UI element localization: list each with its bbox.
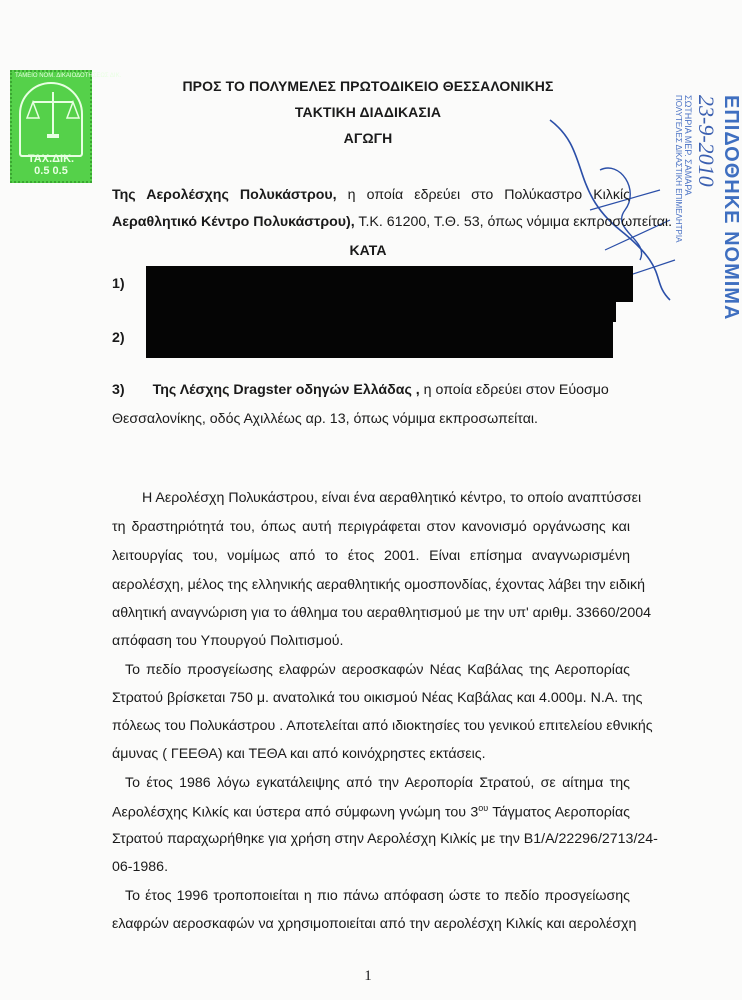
paragraph-1-line: αερολέσχη, μέλος της ελληνικής αεραθλητικής ομοσπονδίας, έχοντας λάβει την ειδική [112,577,645,593]
paragraph-2-line: Στρατού βρίσκεται 750 μ. ανατολικά του οικισμού Νέας Καβάλας και 4.000μ. Ν.Α. της [112,690,643,706]
notary-date: 23-9-2010 [694,95,719,187]
paragraph-4-line: Το έτος 1996 τροποποιείται η πιο πάνω απόφαση ώστε το πεδίο προσγείωσης [125,888,630,904]
redaction-block-1b [146,302,616,322]
notary-title: ΕΠΙΔΟΘΗΚΕ ΝΟΜΙΜΑ [720,95,742,321]
paragraph-1-line: αθλητική αναγνώριση για το άθλημα του αεραθλητισμού με την υπ' αριθμ. 33660/2004 [112,605,651,621]
paragraph-3-line: Αερολέσχης Κιλκίς και ύστερα από σύμφωνη γνώμη του $3^{o\upsilon}$ Τάγματος Αεροπορίας [112,803,630,821]
paragraph-2-line: πόλεως του Πολυκάστρου . Αποτελείται από ιδιοκτησίες του γενικού επιτελείου εθνικής [112,718,653,734]
paragraph-3-line: Στρατού παραχωρήθηκε για χρήση στην Αερολέσχη Κιλκίς με την Β1/Α/22296/2713/24- [112,831,658,847]
paragraph-2-line: Το πεδίο προσγείωσης ελαφρών αεροσκαφών Νέας Καβάλας της Αεροπορίας [125,662,630,678]
paragraph-4-line: ελαφρών αεροσκαφών να χρησιμοποιείται από την αερολέσχη Κιλκίς και αερολέσχη [112,916,637,932]
defendant-1-number: 1) [112,276,125,292]
plaintiff-line-2: Αεραθλητικό Κέντρο Πολυκάστρου), Τ.Κ. 61200, Τ.Θ. 53, όπως νόμιμα εκπροσωπείται. [112,214,673,230]
court-heading: ΠΡΟΣ ΤΟ ΠΟΛΥΜΕΛΕΣ ΠΡΩΤΟΔΙΚΕΙΟ ΘΕΣΣΑΛΟΝΙΚΗΣ [182,78,554,94]
paragraph-1-line: λειτουργίας του, νομίμως από το έτος 2001. Είναι επίσημα αναγνωρισμένη [112,548,630,564]
procedure-heading: ΤΑΚΤΙΚΗ ΔΙΑΔΙΚΑΣΙΑ [294,104,442,120]
plaintiff-name: Της Αερολέσχης Πολυκάστρου, [112,187,337,203]
defendant-3-line-1: 3) Της Λέσχης Dragster οδηγών Ελλάδας , η οποία εδρεύει στον Εύοσμο [112,382,609,398]
paragraph-3-line: Το έτος 1986 λόγω εγκατάλειψης από την Αεροπορία Στρατού, σε αίτημα της [125,775,630,791]
against-heading: ΚΑΤΑ [349,242,387,258]
stamp-value: 0.5 0.5 [34,165,68,177]
paragraph-1-line: απόφαση του Υπουργού Πολιτισμού. [112,633,344,649]
defendant-3-name: Της Λέσχης Dragster οδηγών Ελλάδας , [152,382,420,398]
defendant-3-line-2: Θεσσαλονίκης, οδός Αχιλλέως αρ. 13, όπως νόμιμα εκπροσωπείται. [112,411,538,427]
stamp-label: ΤΑΧ.ΔΙΚ. [27,153,75,165]
stamp-top-text: ΤΑΜΕΙΟ ΝΟΜ. ΔΙΚΑΙΟΔΟΤΗΣΕΩΣ ΔΙΚ. [15,73,122,79]
redaction-block-2 [146,322,613,358]
notary-name: ΣΩΤΗΡΙΑ ΜΕΡ. ΣΑΜΑΡΑ [683,95,693,196]
notary-role: ΠΟΛΥΤΕΛΕΣ ΔΙΚΑΣΤΙΚΗ ΕΠΙΜΕΛΗΤΡΙΑ [674,95,683,243]
paragraph-2-line: άμυνας ( ΓΕΕΘΑ) και ΤΕΘΑ και από κοινόχρηστες εκτάσεις. [112,746,486,762]
paragraph-3-line: 06-1986. [112,859,169,875]
page-number: 1 [364,968,372,984]
defendant-2-number: 2) [112,330,125,346]
paragraph-1-line: Η Αερολέσχη Πολυκάστρου, είναι ένα αεραθλητικό κέντρο, το οποίο αναπτύσσει [142,490,642,506]
paragraph-1-line: τη δραστηριότητά του, όπως αυτή περιγράφεται στον κανονισμό οργάνωσης και [112,519,630,535]
redaction-block-1 [146,266,633,302]
plaintiff-line-1: Της Αερολέσχης Πολυκάστρου, η οποία εδρεύει στο Πολύκαστρο Κιλκίς [112,187,630,203]
document-type-heading: ΑΓΩΓΗ [343,130,393,146]
